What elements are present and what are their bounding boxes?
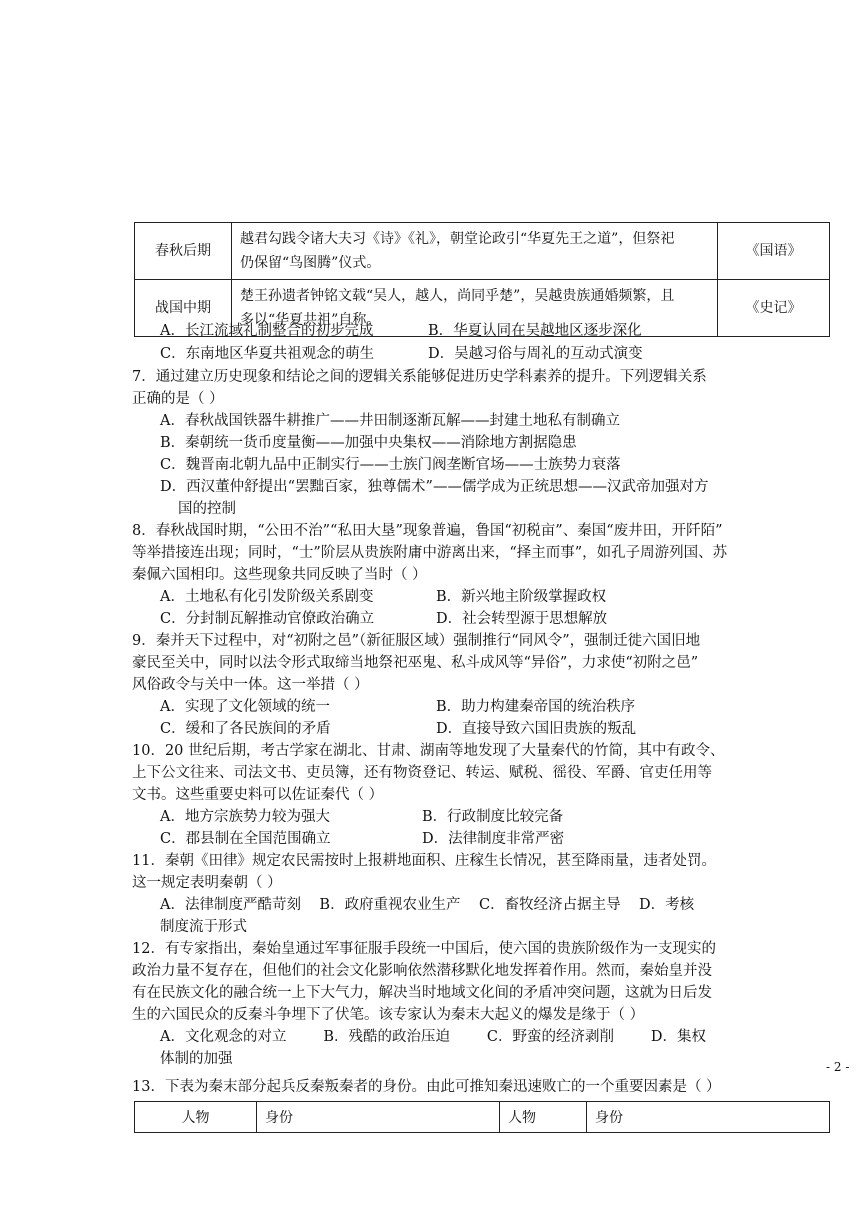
- q11-stem: 11．秦朝《田律》规定农民需按时上报耕地面积、庄稼生长情况，甚至降雨量，违者处罚。: [132, 853, 716, 869]
- q10-option-d: D．法律制度非常严密: [422, 831, 565, 847]
- q6-option-d: D．吴越习俗与周礼的互动式演变: [428, 346, 643, 362]
- q8-stem: 8．春秋战国时期，“公田不治”“私田大垦”现象普遍，鲁国“初税亩”、秦国“废井田，开阡陌”: [132, 523, 723, 539]
- q10-stem: 文书。这些重要史料可以佐证秦代（ ）: [132, 787, 384, 803]
- q6-option-a: A．长江流域礼制整合的初步完成: [160, 323, 374, 339]
- q10-stem: 上下公文往来、司法文书、吏员簿，还有物资登记、转运、赋税、徭役、军爵、官吏任用等: [132, 765, 712, 781]
- q9-option-b: B．助力构建秦帝国的统治秩序: [436, 699, 636, 715]
- q11-options: A．法律制度严酷苛刻 B．政府重视农业生产 C．畜牧经济占据主导 D．考核: [160, 897, 695, 913]
- q7-option-c: C．魏晋南北朝九品中正制实行——士族门阀垄断官场——士族势力衰落: [160, 457, 621, 473]
- q10-stem: 10．20 世纪后期，考古学家在湖北、甘肃、湖南等地发现了大量秦代的竹简，其中有政令、: [132, 743, 725, 759]
- content-line: 多以“华夏共祖”自称。: [240, 312, 381, 328]
- q12-stem: 生的六国民众的反秦斗争埋下了伏笔。该专家认为秦末大起义的爆发是缘于（ ）: [132, 1007, 645, 1023]
- period-cell: 战国中期: [135, 280, 232, 337]
- q8-option-c: C．分封制瓦解推动官僚政治确立: [160, 611, 375, 627]
- q10-option-c: C．郡县制在全国范围确立: [160, 831, 331, 847]
- source-book-cell: 《史记》: [718, 280, 830, 337]
- q6-option-b: B．华夏认同在吴越地区逐步深化: [428, 323, 642, 339]
- q8-option-b: B．新兴地主阶级掌握政权: [436, 589, 607, 605]
- q7-option-b: B．秦朝统一货币度量衡——加强中央集权——消除地方割据隐患: [160, 435, 577, 451]
- column-header: 人物: [500, 1102, 587, 1133]
- q8-option-d: D．社会转型源于思想解放: [436, 611, 608, 627]
- q6-option-c: C．东南地区华夏共祖观念的萌生: [160, 346, 375, 362]
- q7-stem: 7．通过建立历史现象和结论之间的逻辑关系能够促进历史学科素养的提升。下列逻辑关系: [132, 369, 707, 385]
- column-header: 身份: [587, 1102, 830, 1133]
- q9-stem: 9．秦并天下过程中，对“初附之邑”（新征服区域）强制推行“同风令”，强制迁徙六国旧地: [132, 633, 701, 649]
- q11-stem: 这一规定表明秦朝（ ）: [132, 875, 282, 891]
- q13-stem: 13．下表为秦末部分起兵反秦叛秦者的身份。由此可推知秦迅速败亡的一个重要因素是（ ）: [132, 1079, 721, 1095]
- page-number: - 2 -: [826, 1060, 850, 1074]
- q9-option-c: C．缓和了各民族间的矛盾: [160, 721, 331, 737]
- q7-option-d-continued: 国的控制: [178, 501, 236, 517]
- identity-table: [134, 1101, 830, 1133]
- column-header: 身份: [257, 1102, 500, 1133]
- content-line: 越君勾践令诸大夫习《诗》《礼》，朝堂论政引“华夏先王之道”，但祭祀: [240, 231, 675, 247]
- source-book-cell: 《国语》: [718, 223, 830, 280]
- period-cell: 春秋后期: [135, 223, 232, 280]
- q8-stem: 秦佩六国相印。这些现象共同反映了当时（ ）: [132, 567, 427, 583]
- q8-stem: 等举措接连出现；同时，“士”阶层从贵族附庸中游离出来，“择主而事”，如孔子周游列国、苏: [132, 545, 728, 561]
- q11-options-continued: 制度流于形式: [160, 919, 247, 935]
- q8-option-a: A．土地私有化引发阶级关系剧变: [160, 589, 374, 605]
- table-row: [135, 223, 830, 280]
- q9-option-a: A．实现了文化领域的统一: [160, 699, 330, 715]
- q12-options-continued: 体制的加强: [160, 1051, 233, 1067]
- q9-option-d: D．直接导致六国旧贵族的叛乱: [436, 721, 637, 737]
- q7-stem: 正确的是（ ）: [132, 391, 224, 407]
- q7-option-a: A．春秋战国铁器牛耕推广——井田制逐渐瓦解——封建土地私有制确立: [160, 413, 620, 429]
- q10-option-b: B．行政制度比较完备: [422, 809, 564, 825]
- q7-option-d: D．西汉董仲舒提出“罢黜百家，独尊儒术”——儒学成为正统思想——汉武帝加强对方: [160, 479, 709, 495]
- q12-options: A．文化观念的对立 B．残酷的政治压迫 C．野蛮的经济剥削 D．集权: [160, 1029, 706, 1045]
- q12-stem: 12．有专家指出，秦始皇通过军事征服手段统一中国后，使六国的贵族阶级作为一支现实的: [132, 941, 716, 957]
- q9-stem: 风俗政令与关中一体。这一举措（ ）: [132, 677, 369, 693]
- content-line: 楚王孙遗者钟铭文载“吴人，越人，尚同乎楚”，吴越贵族通婚频繁，且: [240, 288, 675, 304]
- table-header-row: [135, 1102, 830, 1133]
- q12-stem: 政治力量不复存在，但他们的社会文化影响依然潜移默化地发挥着作用。然而，秦始皇并没: [132, 963, 712, 979]
- q9-stem: 豪民至关中，同时以法令形式取缔当地祭祀巫鬼、私斗成风等“异俗”，力求使“初附之邑”: [132, 655, 699, 671]
- source-table: [134, 222, 830, 337]
- content-line: 仍保留“鸟图腾”仪式。: [240, 255, 381, 271]
- q10-option-a: A．地方宗族势力较为强大: [160, 809, 330, 825]
- column-header: 人物: [135, 1102, 257, 1133]
- q12-stem: 有在民族文化的融合统一上下大气力，解决当时地域文化间的矛盾冲突问题，这就为日后发: [132, 985, 712, 1001]
- content-cell: [232, 223, 718, 280]
